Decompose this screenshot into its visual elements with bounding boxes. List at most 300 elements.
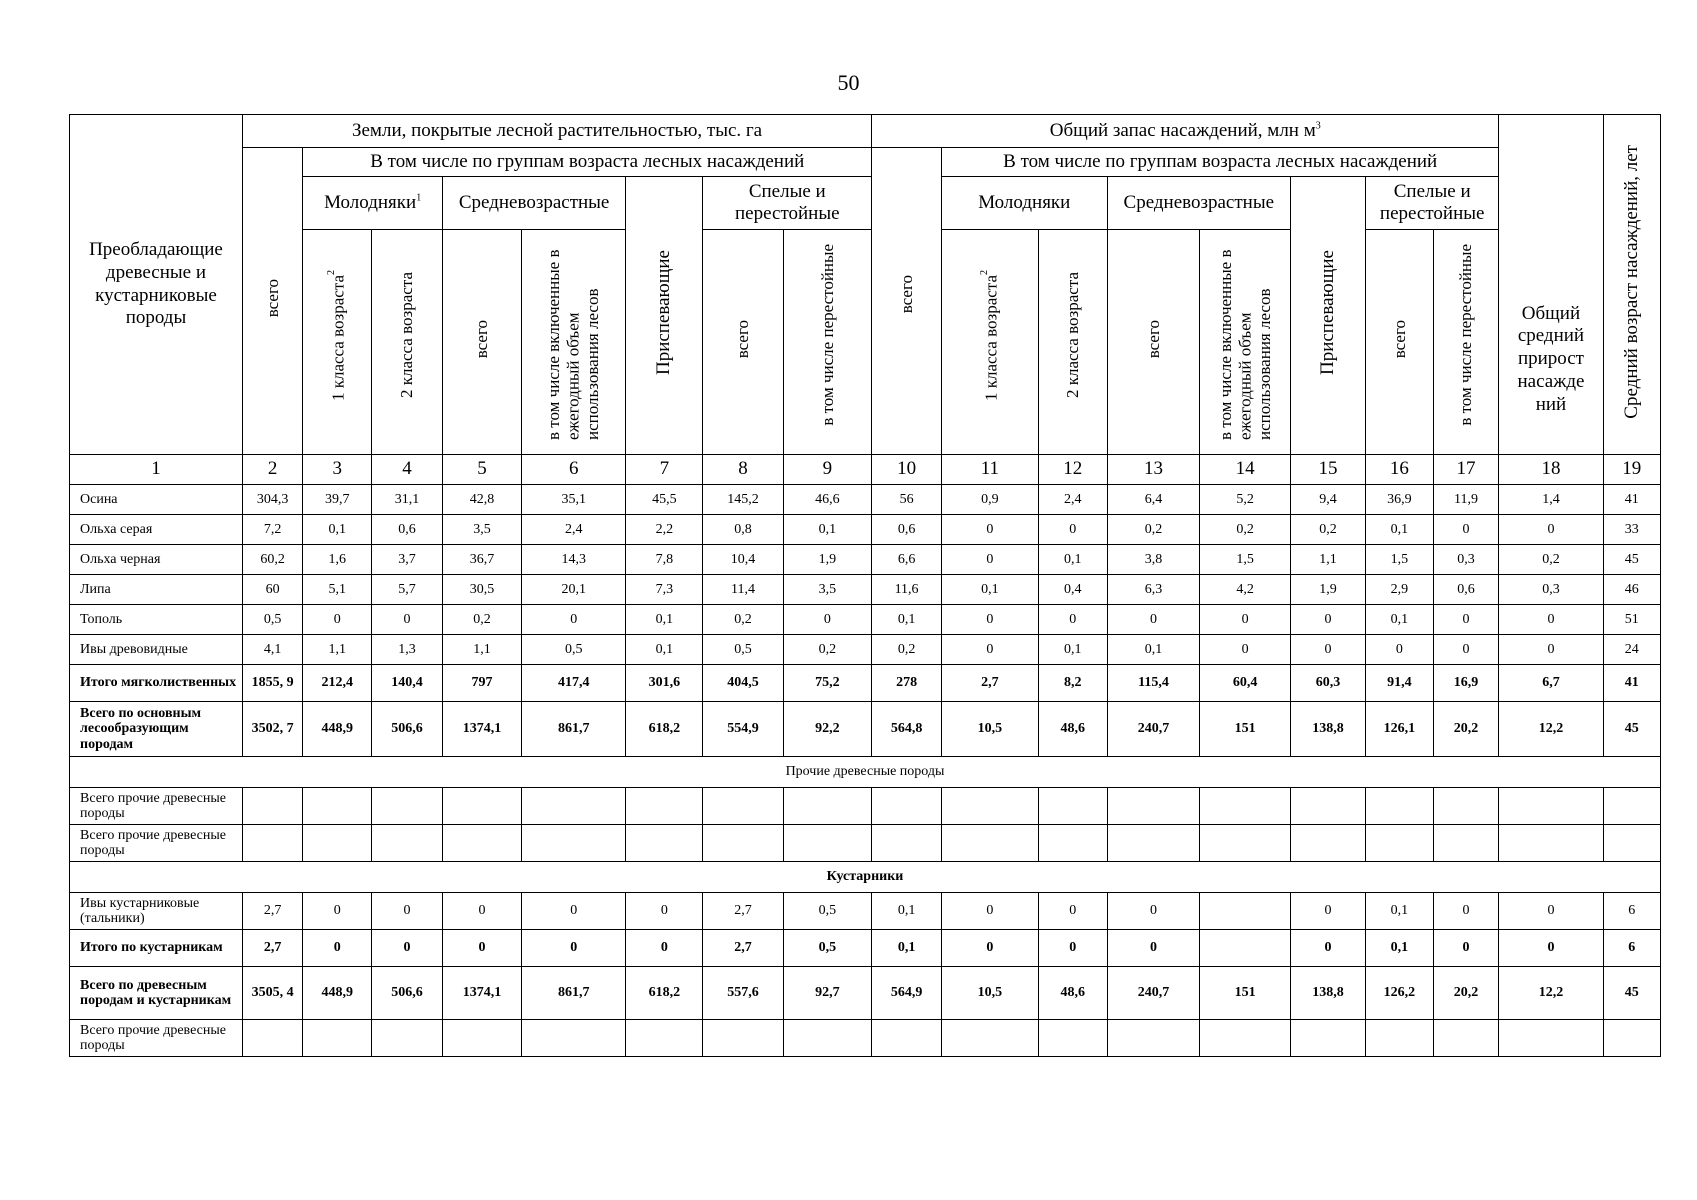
table-cell: 60,2 xyxy=(242,545,302,575)
table-cell: 3,7 xyxy=(372,545,443,575)
table-cell xyxy=(1107,1020,1200,1057)
table-cell xyxy=(1499,788,1603,825)
table-cell: 0,2 xyxy=(1107,515,1200,545)
table-row xyxy=(70,967,1661,1020)
table-cell xyxy=(372,788,443,825)
table-cell xyxy=(1290,825,1365,862)
area-mature-label: Спелые и перестойные xyxy=(735,181,840,224)
table-cell: 46,6 xyxy=(783,485,872,515)
area-overmature-header xyxy=(783,230,872,455)
table-cell: 0,1 xyxy=(941,575,1038,605)
table-cell: 2,7 xyxy=(242,930,302,967)
table-cell xyxy=(1365,788,1433,825)
table-cell: 0,2 xyxy=(1200,515,1291,545)
row-species-name: Итого мягколиственных xyxy=(70,665,243,702)
table-cell: 0 xyxy=(1038,515,1107,545)
table-cell: 0 xyxy=(1290,893,1365,930)
table-cell: 240,7 xyxy=(1107,702,1200,757)
increment-label: Общий средний прирост насажде ний xyxy=(1517,302,1585,415)
table-cell xyxy=(1433,788,1499,825)
table-cell: 20,2 xyxy=(1433,967,1499,1020)
table-row xyxy=(70,605,1661,635)
table-cell xyxy=(626,825,703,862)
table-cell: 3,8 xyxy=(1107,545,1200,575)
column-number-row xyxy=(70,455,1661,485)
table-cell: 145,2 xyxy=(703,485,783,515)
table-cell xyxy=(1433,825,1499,862)
table-cell: 14,3 xyxy=(522,545,626,575)
table-cell: 1,6 xyxy=(303,545,372,575)
table-cell: 0 xyxy=(1365,635,1433,665)
table-cell: 0,1 xyxy=(626,605,703,635)
table-cell: 2,7 xyxy=(941,665,1038,702)
table-cell: 6,3 xyxy=(1107,575,1200,605)
table-cell: 0 xyxy=(522,893,626,930)
table-cell xyxy=(1365,825,1433,862)
area-middle-total-header xyxy=(442,230,521,455)
stock-ripening-header xyxy=(1290,177,1365,455)
table-cell: 0 xyxy=(1499,605,1603,635)
young-footnote-sup: 1 xyxy=(416,192,422,204)
table-cell: 31,1 xyxy=(372,485,443,515)
area-class1-text: 1 класса возраста xyxy=(328,274,348,401)
table-cell xyxy=(1603,825,1660,862)
area-middle-header: Средневозрастные xyxy=(442,177,625,230)
table-cell: 278 xyxy=(872,665,942,702)
table-cell: 60,4 xyxy=(1200,665,1291,702)
table-cell xyxy=(872,1020,942,1057)
area-middle-included-label: в том числе включенные в ежегодный объем использования лесов xyxy=(544,249,603,441)
avg-age-label: Средний возраст насаждений, лет xyxy=(1620,145,1642,419)
table-cell: 7,3 xyxy=(626,575,703,605)
area-class1-header xyxy=(303,230,372,455)
area-middle-included-header xyxy=(522,230,626,455)
area-mature-total-header xyxy=(703,230,783,455)
table-cell: 92,2 xyxy=(783,702,872,757)
row-species-name: Ивы древовидные xyxy=(70,635,243,665)
row-species-name: Всего прочие древесные породы xyxy=(70,825,243,862)
table-cell: 0,1 xyxy=(1365,893,1433,930)
column-number: 6 xyxy=(522,455,626,485)
table-cell xyxy=(442,825,521,862)
stock-mature-total-header xyxy=(1365,230,1433,455)
table-cell xyxy=(626,1020,703,1057)
table-row xyxy=(70,825,1661,862)
table-cell: 5,7 xyxy=(372,575,443,605)
stock-unit-sup: 3 xyxy=(1315,120,1321,132)
table-cell: 448,9 xyxy=(303,702,372,757)
row-species-name: Итого по кустарникам xyxy=(70,930,243,967)
table-cell: 126,2 xyxy=(1365,967,1433,1020)
table-cell: 0 xyxy=(1499,635,1603,665)
table-cell: 0 xyxy=(372,893,443,930)
column-number: 3 xyxy=(303,455,372,485)
table-cell xyxy=(242,1020,302,1057)
table-cell: 16,9 xyxy=(1433,665,1499,702)
table-cell: 0 xyxy=(1499,893,1603,930)
table-cell xyxy=(303,1020,372,1057)
table-cell: 0,6 xyxy=(1433,575,1499,605)
column-number: 19 xyxy=(1603,455,1660,485)
table-cell: 0 xyxy=(1433,635,1499,665)
table-cell: 1,1 xyxy=(442,635,521,665)
table-cell: 5,2 xyxy=(1200,485,1291,515)
table-cell: 36,7 xyxy=(442,545,521,575)
table-cell: 0 xyxy=(1433,605,1499,635)
table-cell: 48,6 xyxy=(1038,702,1107,757)
table-cell: 60,3 xyxy=(1290,665,1365,702)
stock-young-header: Молодняки xyxy=(941,177,1107,230)
table-cell: 6,7 xyxy=(1499,665,1603,702)
table-cell: 138,8 xyxy=(1290,702,1365,757)
table-cell: 0,2 xyxy=(1290,515,1365,545)
table-cell: 0 xyxy=(941,545,1038,575)
table-cell: 0,1 xyxy=(872,605,942,635)
table-cell: 0 xyxy=(1433,893,1499,930)
table-cell: 0,5 xyxy=(242,605,302,635)
table-cell: 861,7 xyxy=(522,967,626,1020)
stock-total-label: всего xyxy=(896,274,916,314)
column-number: 11 xyxy=(941,455,1038,485)
table-cell xyxy=(1290,788,1365,825)
table-cell: 6,6 xyxy=(872,545,942,575)
row-species-name: Всего прочие древесные породы xyxy=(70,788,243,825)
table-cell xyxy=(522,1020,626,1057)
section-row xyxy=(70,757,1661,788)
table-cell: 6 xyxy=(1603,930,1660,967)
table-cell: 0,1 xyxy=(1038,545,1107,575)
table-cell: 33 xyxy=(1603,515,1660,545)
column-number: 9 xyxy=(783,455,872,485)
table-cell xyxy=(783,825,872,862)
table-cell: 240,7 xyxy=(1107,967,1200,1020)
table-cell: 0,1 xyxy=(626,635,703,665)
table-cell: 0,5 xyxy=(703,635,783,665)
table-cell xyxy=(522,788,626,825)
table-cell: 3505, 4 xyxy=(242,967,302,1020)
table-cell: 506,6 xyxy=(372,967,443,1020)
table-cell xyxy=(303,825,372,862)
table-cell: 0,2 xyxy=(783,635,872,665)
table-cell: 1,9 xyxy=(783,545,872,575)
table-cell: 1374,1 xyxy=(442,702,521,757)
table-cell: 0,1 xyxy=(1038,635,1107,665)
area-young-label: Молодняки xyxy=(324,192,417,214)
table-cell: 24 xyxy=(1603,635,1660,665)
table-row xyxy=(70,788,1661,825)
table-cell: 0 xyxy=(303,930,372,967)
table-cell: 51 xyxy=(1603,605,1660,635)
table-cell xyxy=(442,788,521,825)
table-cell xyxy=(1499,825,1603,862)
table-cell: 0 xyxy=(1433,930,1499,967)
table-cell: 151 xyxy=(1200,702,1291,757)
table-cell: 7,8 xyxy=(626,545,703,575)
table-cell xyxy=(1038,1020,1107,1057)
column-number: 14 xyxy=(1200,455,1291,485)
section-row xyxy=(70,862,1661,893)
table-cell: 0 xyxy=(1200,605,1291,635)
table-cell xyxy=(242,788,302,825)
table-cell: 41 xyxy=(1603,665,1660,702)
stock-group-header xyxy=(872,115,1499,148)
table-cell: 554,9 xyxy=(703,702,783,757)
table-cell: 6 xyxy=(1603,893,1660,930)
table-cell: 0,3 xyxy=(1499,575,1603,605)
column-number: 13 xyxy=(1107,455,1200,485)
column-number: 15 xyxy=(1290,455,1365,485)
table-cell: 1,1 xyxy=(1290,545,1365,575)
table-cell: 448,9 xyxy=(303,967,372,1020)
table-cell xyxy=(1200,825,1291,862)
table-cell: 0 xyxy=(1290,930,1365,967)
row-species-name: Осина xyxy=(70,485,243,515)
table-cell: 0,1 xyxy=(1365,605,1433,635)
table-cell: 45 xyxy=(1603,702,1660,757)
table-cell: 0 xyxy=(303,605,372,635)
table-cell: 0,1 xyxy=(303,515,372,545)
table-cell: 0 xyxy=(626,930,703,967)
table-cell xyxy=(1038,825,1107,862)
table-cell: 4,2 xyxy=(1200,575,1291,605)
table-cell: 39,7 xyxy=(303,485,372,515)
table-cell xyxy=(1200,893,1291,930)
stock-total-header xyxy=(872,148,942,455)
table-cell xyxy=(872,788,942,825)
table-cell: 1855, 9 xyxy=(242,665,302,702)
table-cell: 0 xyxy=(941,605,1038,635)
table-cell xyxy=(941,1020,1038,1057)
stock-class1-label xyxy=(979,270,1001,401)
table-cell: 11,6 xyxy=(872,575,942,605)
table-cell: 404,5 xyxy=(703,665,783,702)
table-cell: 0,1 xyxy=(1107,635,1200,665)
row-species-name: Ольха черная xyxy=(70,545,243,575)
table-row xyxy=(70,545,1661,575)
table-cell xyxy=(303,788,372,825)
area-class2-header xyxy=(372,230,443,455)
table-cell: 42,8 xyxy=(442,485,521,515)
species-header: Преобладающие древесные и кустарниковые породы xyxy=(70,115,243,455)
table-cell xyxy=(1200,788,1291,825)
table-cell: 30,5 xyxy=(442,575,521,605)
table-cell: 60 xyxy=(242,575,302,605)
table-cell: 0,9 xyxy=(941,485,1038,515)
table-cell: 11,9 xyxy=(1433,485,1499,515)
table-cell: 0 xyxy=(442,893,521,930)
table-cell xyxy=(783,788,872,825)
area-ripening-label: Приспевающие xyxy=(653,250,675,376)
increment-header xyxy=(1499,115,1603,455)
area-mature-total-label: всего xyxy=(733,319,753,359)
stock-middle-total-header xyxy=(1107,230,1200,455)
table-row xyxy=(70,635,1661,665)
table-cell: 0 xyxy=(1107,930,1200,967)
table-cell: 9,4 xyxy=(1290,485,1365,515)
table-cell xyxy=(1107,788,1200,825)
table-cell xyxy=(442,1020,521,1057)
column-number: 1 xyxy=(70,455,243,485)
table-cell: 41 xyxy=(1603,485,1660,515)
table-cell: 0,4 xyxy=(1038,575,1107,605)
table-cell: 861,7 xyxy=(522,702,626,757)
table-cell: 0,1 xyxy=(783,515,872,545)
table-cell: 11,4 xyxy=(703,575,783,605)
table-cell: 1,9 xyxy=(1290,575,1365,605)
table-cell: 12,2 xyxy=(1499,702,1603,757)
table-cell: 0 xyxy=(1038,605,1107,635)
table-cell xyxy=(872,825,942,862)
table-cell: 564,9 xyxy=(872,967,942,1020)
area-young-header xyxy=(303,177,443,230)
table-row xyxy=(70,702,1661,757)
table-cell: 8,2 xyxy=(1038,665,1107,702)
table-cell: 618,2 xyxy=(626,967,703,1020)
table-cell: 3502, 7 xyxy=(242,702,302,757)
stock-overmature-label: в том числе перестойные xyxy=(1456,244,1476,426)
row-species-name: Всего по основным лесообразующим породам xyxy=(70,702,243,757)
table-cell xyxy=(372,825,443,862)
table-cell: 0,3 xyxy=(1433,545,1499,575)
stock-middle-included-label: в том числе включенные в ежегодный объем использования лесов xyxy=(1215,249,1274,441)
table-cell: 0,5 xyxy=(522,635,626,665)
table-cell: 6,4 xyxy=(1107,485,1200,515)
table-cell xyxy=(1603,788,1660,825)
table-cell xyxy=(1107,825,1200,862)
table-cell xyxy=(1200,930,1291,967)
table-cell xyxy=(941,825,1038,862)
table-cell: 557,6 xyxy=(703,967,783,1020)
table-cell: 212,4 xyxy=(303,665,372,702)
table-row xyxy=(70,1020,1661,1057)
table-cell: 0,5 xyxy=(783,893,872,930)
area-total-label: всего xyxy=(262,278,282,318)
column-number: 16 xyxy=(1365,455,1433,485)
table-cell: 0 xyxy=(1200,635,1291,665)
forest-stock-table xyxy=(69,114,1661,1057)
table-cell: 126,1 xyxy=(1365,702,1433,757)
table-cell: 2,2 xyxy=(626,515,703,545)
stock-class1-text: 1 класса возраста xyxy=(981,274,1001,401)
table-cell xyxy=(703,1020,783,1057)
section-title: Прочие древесные породы xyxy=(70,757,1661,788)
table-cell: 0,2 xyxy=(442,605,521,635)
area-class2-label: 2 класса возраста xyxy=(397,272,417,399)
table-row xyxy=(70,485,1661,515)
column-number: 5 xyxy=(442,455,521,485)
table-cell: 92,7 xyxy=(783,967,872,1020)
section-title: Кустарники xyxy=(70,862,1661,893)
page-number: 50 xyxy=(837,70,860,95)
table-cell: 0 xyxy=(522,930,626,967)
table-cell: 151 xyxy=(1200,967,1291,1020)
table-cell: 0,1 xyxy=(1365,930,1433,967)
table-cell: 35,1 xyxy=(522,485,626,515)
table-cell: 2,7 xyxy=(242,893,302,930)
table-cell: 20,2 xyxy=(1433,702,1499,757)
table-cell: 140,4 xyxy=(372,665,443,702)
table-cell: 2,4 xyxy=(522,515,626,545)
table-cell: 0 xyxy=(941,930,1038,967)
stock-class1-header xyxy=(941,230,1038,455)
area-overmature-label: в том числе перестойные xyxy=(817,244,837,426)
table-cell: 304,3 xyxy=(242,485,302,515)
table-cell: 138,8 xyxy=(1290,967,1365,1020)
row-species-name: Тополь xyxy=(70,605,243,635)
column-number: 10 xyxy=(872,455,942,485)
table-cell xyxy=(703,825,783,862)
table-cell: 20,1 xyxy=(522,575,626,605)
table-cell: 5,1 xyxy=(303,575,372,605)
column-number: 7 xyxy=(626,455,703,485)
table-row xyxy=(70,665,1661,702)
table-cell: 10,5 xyxy=(941,967,1038,1020)
table-cell: 36,9 xyxy=(1365,485,1433,515)
stock-class1-sup: 2 xyxy=(978,269,990,275)
table-cell xyxy=(783,1020,872,1057)
table-cell: 4,1 xyxy=(242,635,302,665)
table-cell xyxy=(522,825,626,862)
table-cell: 0 xyxy=(941,893,1038,930)
table-cell xyxy=(941,788,1038,825)
table-cell: 56 xyxy=(872,485,942,515)
stock-age-groups-header: В том числе по группам возраста лесных насаждений xyxy=(941,148,1498,177)
table-cell: 12,2 xyxy=(1499,967,1603,1020)
area-middle-total-label: всего xyxy=(472,319,492,359)
table-cell: 10,5 xyxy=(941,702,1038,757)
table-cell: 0,6 xyxy=(372,515,443,545)
stock-ripening-label: Приспевающие xyxy=(1317,250,1339,376)
table-cell: 1,3 xyxy=(372,635,443,665)
table-cell: 0 xyxy=(372,930,443,967)
table-cell: 564,8 xyxy=(872,702,942,757)
table-cell xyxy=(372,1020,443,1057)
table-cell: 506,6 xyxy=(372,702,443,757)
table-cell: 45 xyxy=(1603,967,1660,1020)
table-cell: 0 xyxy=(1499,930,1603,967)
row-species-name: Всего прочие древесные породы xyxy=(70,1020,243,1057)
stock-mature-header xyxy=(1365,177,1498,230)
table-cell: 10,4 xyxy=(703,545,783,575)
area-group-header: Земли, покрытые лесной растительностью, тыс. га xyxy=(242,115,871,148)
table-cell xyxy=(1603,1020,1660,1057)
area-total-header xyxy=(242,148,302,455)
table-cell: 0,8 xyxy=(703,515,783,545)
stock-middle-total-label: всего xyxy=(1143,319,1163,359)
table-cell: 0,1 xyxy=(872,930,942,967)
area-ripening-header xyxy=(626,177,703,455)
column-number: 12 xyxy=(1038,455,1107,485)
table-cell: 0 xyxy=(626,893,703,930)
table-cell: 0 xyxy=(941,635,1038,665)
table-cell xyxy=(1200,1020,1291,1057)
table-cell: 0 xyxy=(1038,893,1107,930)
table-cell: 0 xyxy=(303,893,372,930)
table-cell: 2,7 xyxy=(703,893,783,930)
stock-class2-label: 2 класса возраста xyxy=(1062,272,1082,399)
column-number: 18 xyxy=(1499,455,1603,485)
table-cell: 0,2 xyxy=(1499,545,1603,575)
stock-middle-header: Средневозрастные xyxy=(1107,177,1290,230)
column-number: 17 xyxy=(1433,455,1499,485)
column-number: 4 xyxy=(372,455,443,485)
table-cell xyxy=(1038,788,1107,825)
table-cell: 0,1 xyxy=(1365,515,1433,545)
table-cell: 1,1 xyxy=(303,635,372,665)
table-cell: 0 xyxy=(1290,635,1365,665)
table-cell: 45 xyxy=(1603,545,1660,575)
table-cell: 0 xyxy=(442,930,521,967)
